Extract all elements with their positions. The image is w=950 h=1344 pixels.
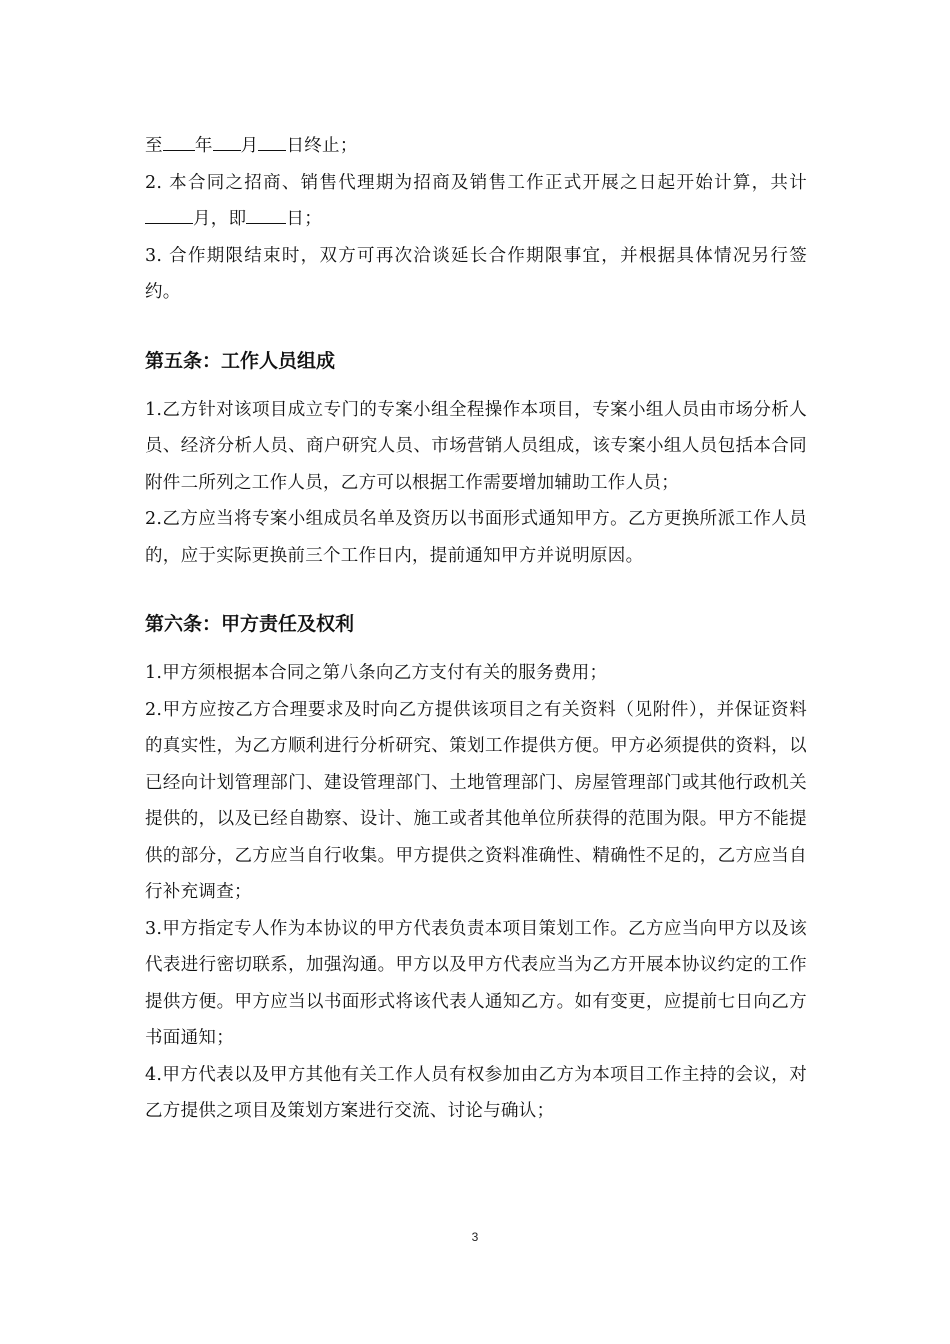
clause-item: 1.乙方针对该项目成立专门的专案小组全程操作本项目，专案小组人员由市场分析人员、经济分析人员、商户研究人员、市场营销人员组成，该专案小组人员包括本合同附件二所列之工作人员，乙方可以根据工作需要增加辅助工作人员； — [145, 399, 807, 493]
blank-months — [145, 203, 193, 224]
document-page — [145, 128, 807, 1130]
clause-item: 1.甲方须根据本合同之第八条向乙方支付有关的服务费用； — [145, 663, 608, 683]
blank-year — [163, 130, 195, 151]
text-fragment: 2. 本合同之招商、销售代理期为招商及销售工作正式开展之日起开始计算，共计 — [145, 172, 807, 193]
clause-item — [145, 165, 807, 238]
clause-item: 2.乙方应当将专案小组成员名单及资历以书面形式通知甲方。乙方更换所派工作人员的，应于实际更换前三个工作日内，提前通知甲方并说明原因。 — [145, 509, 807, 566]
text-fragment: 至 — [145, 136, 163, 156]
clause-item: 3. 合作期限结束时，双方可再次洽谈延长合作期限事宜，并根据具体情况另行签约。 — [145, 245, 807, 302]
text-fragment: 日； — [286, 209, 323, 229]
section-heading: 第五条：工作人员组成 — [145, 349, 336, 372]
blank-days — [246, 203, 286, 224]
text-fragment: 日终止； — [286, 136, 358, 156]
blank-month — [213, 130, 241, 151]
blank-day — [258, 130, 286, 151]
clause-item: 2.甲方应按乙方合理要求及时向乙方提供该项目之有关资料（见附件），并保证资料的真实性，为乙方顺利进行分析研究、策划工作提供方便。甲方必须提供的资料，以已经向计划管理部门、建设管理部门、土地管理部门、房屋管理部门或其他行政机关提供的，以及已经自勘察、设计、施工或者其他单位所获得的范围为限。甲方不能提供的部分，乙方应当自行收集。甲方提供之资料准确性、精确性不足的，乙方应当自行补充调查； — [145, 699, 807, 902]
text-fragment: 月 — [240, 136, 259, 156]
term-end-line — [145, 128, 807, 165]
text-fragment: 年 — [194, 136, 213, 156]
clause-item: 4.甲方代表以及甲方其他有关工作人员有权参加由乙方为本项目工作主持的会议，对乙方提供之项目及策划方案进行交流、讨论与确认； — [145, 1064, 807, 1121]
page-number: 3 — [471, 1230, 479, 1244]
section-heading: 第六条：甲方责任及权利 — [145, 613, 355, 635]
text-fragment: 月，即 — [193, 209, 247, 229]
clause-item: 3.甲方指定专人作为本协议的甲方代表负责本项目策划工作。乙方应当向甲方以及该代表进行密切联系，加强沟通。甲方以及甲方代表应当为乙方开展本协议约定的工作提供方便。甲方应当以书面形式将该代表人通知乙方。如有变更，应提前七日向乙方书面通知； — [145, 918, 807, 1048]
